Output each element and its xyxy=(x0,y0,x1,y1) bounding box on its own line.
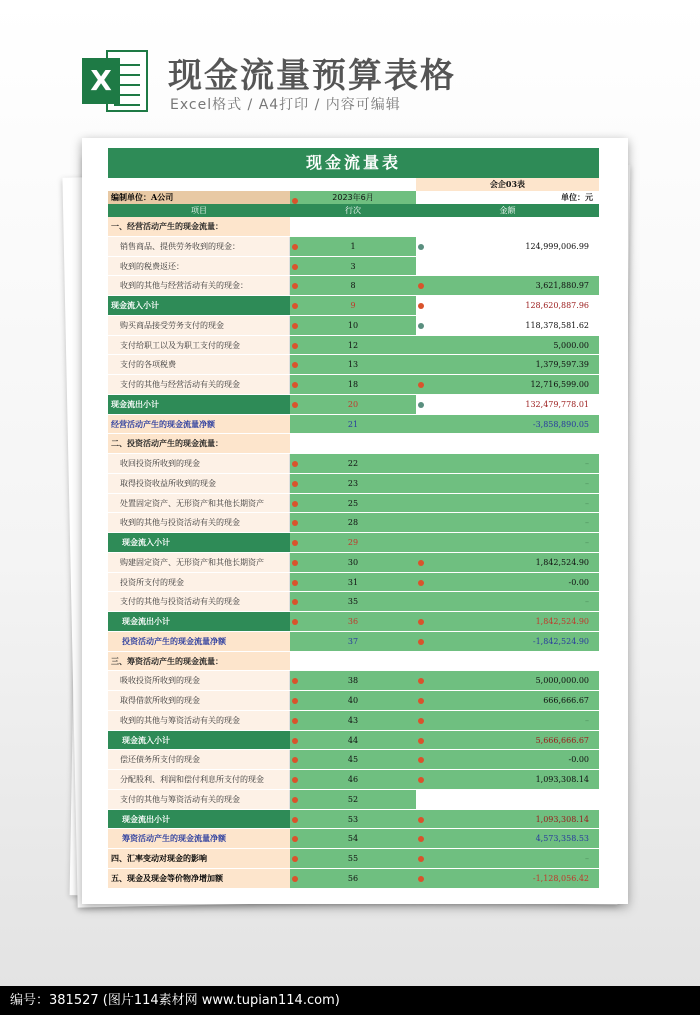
cell-marker-icon xyxy=(418,817,424,823)
amount-text: -3,858,890.05 xyxy=(532,419,589,429)
amount-text: 1,842,524.90 xyxy=(535,617,589,626)
table-row xyxy=(108,691,599,711)
row-amount xyxy=(416,652,599,671)
line-number-text: 25 xyxy=(347,498,359,508)
cell-marker-icon xyxy=(418,382,424,388)
row-line-number xyxy=(290,395,416,414)
row-amount xyxy=(416,276,599,295)
cell-marker-icon xyxy=(418,718,424,724)
cell-marker-icon xyxy=(292,599,298,605)
row-amount xyxy=(416,355,599,374)
row-line-number xyxy=(290,336,416,355)
row-amount xyxy=(416,553,599,572)
row-line-number xyxy=(290,671,416,690)
line-number-text: 53 xyxy=(347,814,359,824)
row-amount xyxy=(416,632,599,651)
row-item-label: 现金流入小计 xyxy=(108,731,290,750)
company-label: 编制单位：A公司 xyxy=(108,191,290,204)
table-row xyxy=(108,869,599,889)
amount-text: 4,573,358.53 xyxy=(535,834,589,844)
cell-marker-icon xyxy=(292,797,298,803)
row-line-number xyxy=(290,652,416,671)
amount-text: – xyxy=(585,854,589,863)
row-item-label: 购买商品接受劳务支付的现金 xyxy=(108,316,290,335)
table-row xyxy=(108,355,599,375)
row-amount xyxy=(416,316,599,335)
amount-text: 1,093,308.14 xyxy=(535,775,589,784)
cell-marker-icon xyxy=(418,580,424,586)
line-number-text: 52 xyxy=(347,794,359,804)
cell-marker-icon xyxy=(292,402,298,408)
row-item-label: 收到的其他与经营活动有关的现金： xyxy=(108,276,290,295)
row-amount xyxy=(416,336,599,355)
table-row xyxy=(108,217,599,237)
row-item-label: 支付给职工以及为职工支付的现金 xyxy=(108,336,290,355)
cell-marker-icon xyxy=(418,757,424,763)
column-header-row xyxy=(108,204,599,217)
table-row xyxy=(108,711,599,731)
row-line-number xyxy=(290,217,416,236)
row-amount xyxy=(416,810,599,829)
row-line-number xyxy=(290,375,416,394)
row-item-label: 分配股利、利润和偿付利息所支付的现金 xyxy=(108,770,290,789)
row-line-number xyxy=(290,276,416,295)
period-cell xyxy=(290,191,416,204)
cell-marker-icon xyxy=(292,520,298,526)
row-amount xyxy=(416,592,599,611)
table-row xyxy=(108,652,599,672)
row-item-label: 偿还债务所支付的现金 xyxy=(108,750,290,769)
row-item-label: 支付的其他与筹资活动有关的现金 xyxy=(108,790,290,809)
line-number-text: 21 xyxy=(347,419,359,429)
table-row xyxy=(108,494,599,514)
line-number-text: 12 xyxy=(347,340,359,350)
row-item-label: 支付的其他与投资活动有关的现金 xyxy=(108,592,290,611)
row-item-label: 经营活动产生的现金流量净额 xyxy=(108,415,290,434)
line-number-text: 9 xyxy=(350,301,356,310)
row-amount xyxy=(416,750,599,769)
row-item-label: 处置固定资产、无形资产和其他长期资产 xyxy=(108,494,290,513)
row-item-label: 销售商品、提供劳务收到的现金： xyxy=(108,237,290,256)
cell-marker-icon xyxy=(418,402,424,408)
amount-text: 5,000,000.00 xyxy=(535,676,589,686)
table-row xyxy=(108,237,599,257)
table-row xyxy=(108,731,599,751)
amount-text: 132,479,778.01 xyxy=(525,399,589,409)
row-amount xyxy=(416,237,599,256)
amount-text: – xyxy=(585,498,589,508)
line-number-text: 30 xyxy=(347,557,359,567)
row-item-label: 现金流出小计 xyxy=(108,395,290,414)
row-line-number xyxy=(290,296,416,315)
cell-marker-icon xyxy=(418,244,424,250)
row-item-label: 三、筹资活动产生的现金流量： xyxy=(108,652,290,671)
row-item-label: 收到的税费返还： xyxy=(108,257,290,276)
spreadsheet-paper xyxy=(82,138,628,904)
table-row xyxy=(108,257,599,277)
table-row xyxy=(108,770,599,790)
line-number-text: 56 xyxy=(347,873,359,883)
row-item-label: 五、现金及现金等价物净增加额 xyxy=(108,869,290,888)
row-line-number xyxy=(290,316,416,335)
cell-marker-icon xyxy=(418,698,424,704)
row-amount xyxy=(416,494,599,513)
table-row xyxy=(108,632,599,652)
line-number-text: 8 xyxy=(350,281,356,291)
table-row xyxy=(108,553,599,573)
page-title: 现金流量预算表格 xyxy=(168,56,456,96)
cell-marker-icon xyxy=(418,303,424,309)
amount-text: – xyxy=(585,459,589,468)
cell-marker-icon xyxy=(292,303,298,309)
line-number-text: 40 xyxy=(347,696,359,705)
cell-marker-icon xyxy=(292,698,298,704)
cell-marker-icon xyxy=(292,817,298,823)
cell-marker-icon xyxy=(292,540,298,546)
table-body xyxy=(108,217,599,889)
line-number-text: 10 xyxy=(347,320,359,330)
row-line-number xyxy=(290,632,416,651)
line-number-text: 55 xyxy=(347,854,359,863)
cell-marker-icon xyxy=(292,481,298,487)
table-row xyxy=(108,573,599,593)
row-line-number xyxy=(290,770,416,789)
cell-marker-icon xyxy=(418,738,424,744)
cell-marker-icon xyxy=(418,560,424,566)
row-amount xyxy=(416,415,599,434)
cell-marker-icon xyxy=(292,283,298,289)
table-row xyxy=(108,829,599,849)
table-row xyxy=(108,415,599,435)
cell-marker-icon xyxy=(292,777,298,783)
table-row xyxy=(108,316,599,336)
row-amount xyxy=(416,731,599,750)
cell-marker-icon xyxy=(292,876,298,882)
amount-text: -0.00 xyxy=(568,577,589,587)
amount-text: – xyxy=(585,538,589,547)
unit-row xyxy=(108,191,599,204)
row-amount xyxy=(416,296,599,315)
table-row xyxy=(108,612,599,632)
line-number-text: 46 xyxy=(347,775,359,784)
line-number-text: 38 xyxy=(347,676,359,686)
row-line-number xyxy=(290,711,416,730)
col-item-header: 项目 xyxy=(108,204,290,217)
row-amount xyxy=(416,217,599,236)
row-amount xyxy=(416,790,599,809)
row-line-number xyxy=(290,237,416,256)
row-amount xyxy=(416,869,599,888)
row-amount xyxy=(416,533,599,552)
cell-marker-icon xyxy=(292,343,298,349)
row-line-number xyxy=(290,731,416,750)
row-item-label: 现金流出小计 xyxy=(108,810,290,829)
cell-marker-icon xyxy=(292,757,298,763)
row-amount xyxy=(416,829,599,848)
amount-text: 118,378,581.62 xyxy=(525,320,589,330)
amount-text: – xyxy=(585,518,589,528)
page-subtitle: Excel格式 / A4打印 / 内容可编辑 xyxy=(170,97,401,113)
cell-marker-icon xyxy=(292,501,298,507)
line-number-text: 31 xyxy=(347,577,359,587)
amount-text: 666,666.67 xyxy=(543,696,589,705)
row-amount xyxy=(416,671,599,690)
row-line-number xyxy=(290,573,416,592)
cashflow-sheet xyxy=(108,148,599,889)
row-line-number xyxy=(290,810,416,829)
table-row xyxy=(108,750,599,770)
amount-text: 5,000.00 xyxy=(553,340,589,350)
row-line-number xyxy=(290,257,416,276)
currency-label: 单位：元 xyxy=(416,191,599,204)
row-item-label: 投资所支付的现金 xyxy=(108,573,290,592)
cell-marker-icon xyxy=(292,382,298,388)
line-number-text: 45 xyxy=(347,755,359,765)
form-number: 会企03表 xyxy=(416,178,599,191)
col-amount-header: 金额 xyxy=(416,204,599,217)
amount-text: 3,621,880.97 xyxy=(535,281,589,291)
row-amount xyxy=(416,513,599,532)
row-line-number xyxy=(290,355,416,374)
line-number-text: 22 xyxy=(347,459,359,468)
amount-text: 124,999,006.99 xyxy=(525,241,589,251)
cell-marker-icon xyxy=(418,678,424,684)
cell-marker-icon xyxy=(292,580,298,586)
cell-marker-icon xyxy=(292,856,298,862)
table-row xyxy=(108,849,599,869)
table-row xyxy=(108,395,599,415)
row-line-number xyxy=(290,790,416,809)
amount-text: 1,093,308.14 xyxy=(535,814,589,824)
row-amount xyxy=(416,257,599,276)
table-row xyxy=(108,474,599,494)
cell-marker-icon xyxy=(292,738,298,744)
amount-text: – xyxy=(585,478,589,488)
row-amount xyxy=(416,375,599,394)
line-number-text: 36 xyxy=(347,617,359,626)
row-line-number xyxy=(290,494,416,513)
row-line-number xyxy=(290,750,416,769)
row-item-label: 支付的各项税费 xyxy=(108,355,290,374)
row-item-label: 取得借款所收到的现金 xyxy=(108,691,290,710)
line-number-text: 37 xyxy=(347,636,359,646)
row-amount xyxy=(416,711,599,730)
form-number-row xyxy=(108,178,599,191)
line-number-text: 13 xyxy=(347,360,359,370)
amount-text: 12,716,599.00 xyxy=(530,380,589,389)
row-item-label: 支付的其他与经营活动有关的现金 xyxy=(108,375,290,394)
cell-marker-icon xyxy=(418,876,424,882)
cell-marker-icon xyxy=(292,560,298,566)
col-line-header: 行次 xyxy=(290,204,416,217)
row-item-label: 投资活动产生的现金流量净额 xyxy=(108,632,290,651)
cell-marker-icon xyxy=(418,283,424,289)
amount-text: -1,842,524.90 xyxy=(532,636,589,646)
cell-marker-icon xyxy=(292,264,298,270)
line-number-text: 28 xyxy=(347,518,359,528)
cell-marker-icon xyxy=(292,362,298,368)
cell-marker-icon xyxy=(292,718,298,724)
table-row xyxy=(108,790,599,810)
table-row xyxy=(108,592,599,612)
row-amount xyxy=(416,770,599,789)
table-row xyxy=(108,533,599,553)
row-amount xyxy=(416,612,599,631)
row-line-number xyxy=(290,849,416,868)
row-line-number xyxy=(290,553,416,572)
amount-text: 1,379,597.39 xyxy=(535,360,589,370)
row-line-number xyxy=(290,513,416,532)
amount-text: 5,666,666.67 xyxy=(535,735,589,745)
row-line-number xyxy=(290,533,416,552)
line-number-text: 54 xyxy=(347,834,359,844)
row-item-label: 收回投资所收到的现金 xyxy=(108,454,290,473)
row-line-number xyxy=(290,612,416,631)
row-item-label: 一、经营活动产生的现金流量： xyxy=(108,217,290,236)
row-amount xyxy=(416,573,599,592)
cell-marker-icon xyxy=(292,323,298,329)
line-number-text: 23 xyxy=(347,478,359,488)
cell-marker-icon xyxy=(418,323,424,329)
row-line-number xyxy=(290,434,416,453)
cell-marker-icon xyxy=(418,856,424,862)
row-amount xyxy=(416,454,599,473)
table-row xyxy=(108,434,599,454)
row-line-number xyxy=(290,474,416,493)
row-item-label: 四、汇率变动对现金的影响 xyxy=(108,849,290,868)
table-row xyxy=(108,810,599,830)
line-number-text: 3 xyxy=(350,261,356,271)
row-line-number xyxy=(290,829,416,848)
cell-marker-icon xyxy=(418,836,424,842)
row-item-label: 取得投资收益所收到的现金 xyxy=(108,474,290,493)
row-line-number xyxy=(290,415,416,434)
cell-marker-icon xyxy=(292,678,298,684)
table-row xyxy=(108,296,599,316)
cell-marker-icon xyxy=(292,619,298,625)
row-item-label: 筹资活动产生的现金流量净额 xyxy=(108,829,290,848)
table-row xyxy=(108,454,599,474)
row-line-number xyxy=(290,691,416,710)
line-number-text: 1 xyxy=(350,241,356,251)
row-line-number xyxy=(290,454,416,473)
row-amount xyxy=(416,474,599,493)
table-row xyxy=(108,375,599,395)
cell-marker-icon xyxy=(292,836,298,842)
line-number-text: 43 xyxy=(347,715,359,725)
table-row xyxy=(108,336,599,356)
line-number-text: 18 xyxy=(347,380,359,389)
table-row xyxy=(108,513,599,533)
cell-marker-icon xyxy=(292,244,298,250)
row-amount xyxy=(416,434,599,453)
sheet-title: 现金流量表 xyxy=(108,148,599,178)
amount-text: 1,842,524.90 xyxy=(535,557,589,567)
line-number-text: 35 xyxy=(347,597,359,607)
amount-text: -0.00 xyxy=(568,755,589,765)
row-item-label: 现金流入小计 xyxy=(108,533,290,552)
row-item-label: 吸收投资所收到的现金 xyxy=(108,671,290,690)
amount-text: – xyxy=(585,715,589,725)
row-amount xyxy=(416,395,599,414)
row-item-label: 收到的其他与筹资活动有关的现金 xyxy=(108,711,290,730)
table-row xyxy=(108,671,599,691)
period-text: 2023年6月 xyxy=(332,193,374,202)
row-item-label: 二、投资活动产生的现金流量： xyxy=(108,434,290,453)
amount-text: 128,620,887.96 xyxy=(525,301,589,310)
row-amount xyxy=(416,849,599,868)
amount-text: – xyxy=(585,597,589,607)
table-row xyxy=(108,276,599,296)
line-number-text: 20 xyxy=(347,399,359,409)
amount-text: -1,128,056.42 xyxy=(532,873,589,883)
row-item-label: 现金流出小计 xyxy=(108,612,290,631)
row-line-number xyxy=(290,869,416,888)
cell-marker-icon xyxy=(418,619,424,625)
line-number-text: 44 xyxy=(347,735,359,745)
line-number-text: 29 xyxy=(347,538,359,547)
row-amount xyxy=(416,691,599,710)
row-line-number xyxy=(290,592,416,611)
watermark-bar: 编号：381527 (图片114素材网 www.tupian114.com) xyxy=(0,986,700,1015)
cell-marker-icon xyxy=(418,639,424,645)
cell-marker-icon xyxy=(418,777,424,783)
row-item-label: 购建固定资产、无形资产和其他长期资产 xyxy=(108,553,290,572)
excel-icon: X xyxy=(82,50,148,112)
row-item-label: 现金流入小计 xyxy=(108,296,290,315)
cell-marker-icon xyxy=(292,461,298,467)
row-item-label: 收到的其他与投资活动有关的现金 xyxy=(108,513,290,532)
